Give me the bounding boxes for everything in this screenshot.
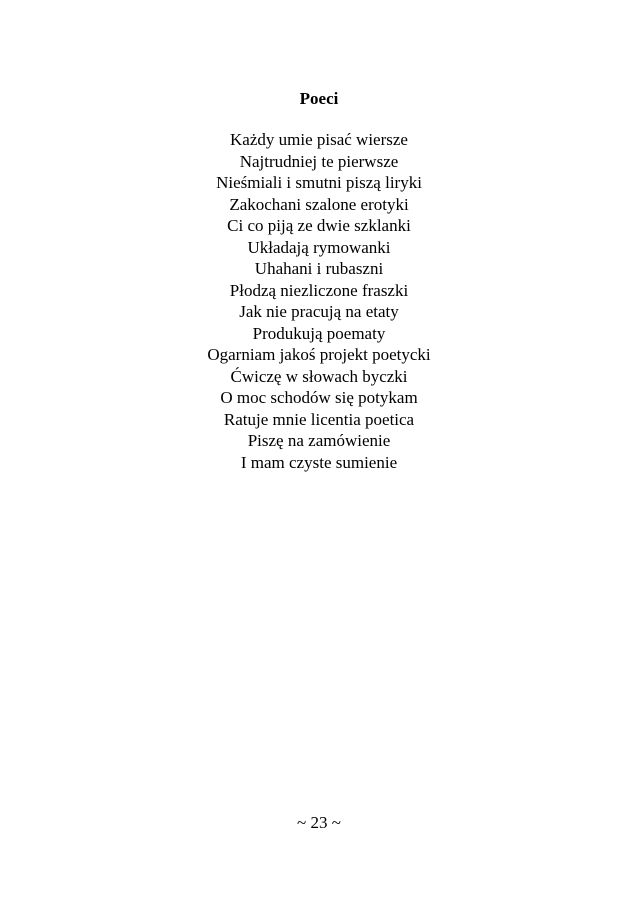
poem-line: Ratuje mnie licentia poetica	[223, 409, 415, 429]
poem-line: Produkują poematy	[252, 323, 386, 343]
poem-line: Ci co piją ze dwie szklanki	[227, 216, 411, 235]
poem-line: Płodzą niezliczone fraszki	[229, 280, 409, 300]
poem-line: Uhahani i rubaszni	[254, 259, 384, 278]
poem-line: Ćwiczę w słowach byczki	[230, 366, 408, 386]
poem-line: O moc schodów się potykam	[220, 388, 418, 407]
poem-line: Jak nie pracują na etaty	[239, 302, 399, 321]
poem-line: Nieśmiali i smutni piszą liryki	[216, 173, 422, 192]
poem-line: Każdy umie pisać wiersze	[230, 130, 408, 149]
poem-line: Układają rymowanki	[247, 237, 391, 257]
poem-line: Ogarniam jakoś projekt poetycki	[207, 345, 431, 364]
page-number: ~ 23 ~	[297, 813, 341, 832]
poem-line: Piszę na zamówienie	[247, 431, 391, 450]
poem-line: Zakochani szalone erotyki	[229, 194, 409, 214]
poem-line: I mam czyste sumienie	[240, 452, 398, 472]
poem-title: Poeci	[299, 89, 339, 108]
poem-line: Najtrudniej te pierwsze	[239, 151, 399, 171]
poem-body	[0, 129, 638, 473]
